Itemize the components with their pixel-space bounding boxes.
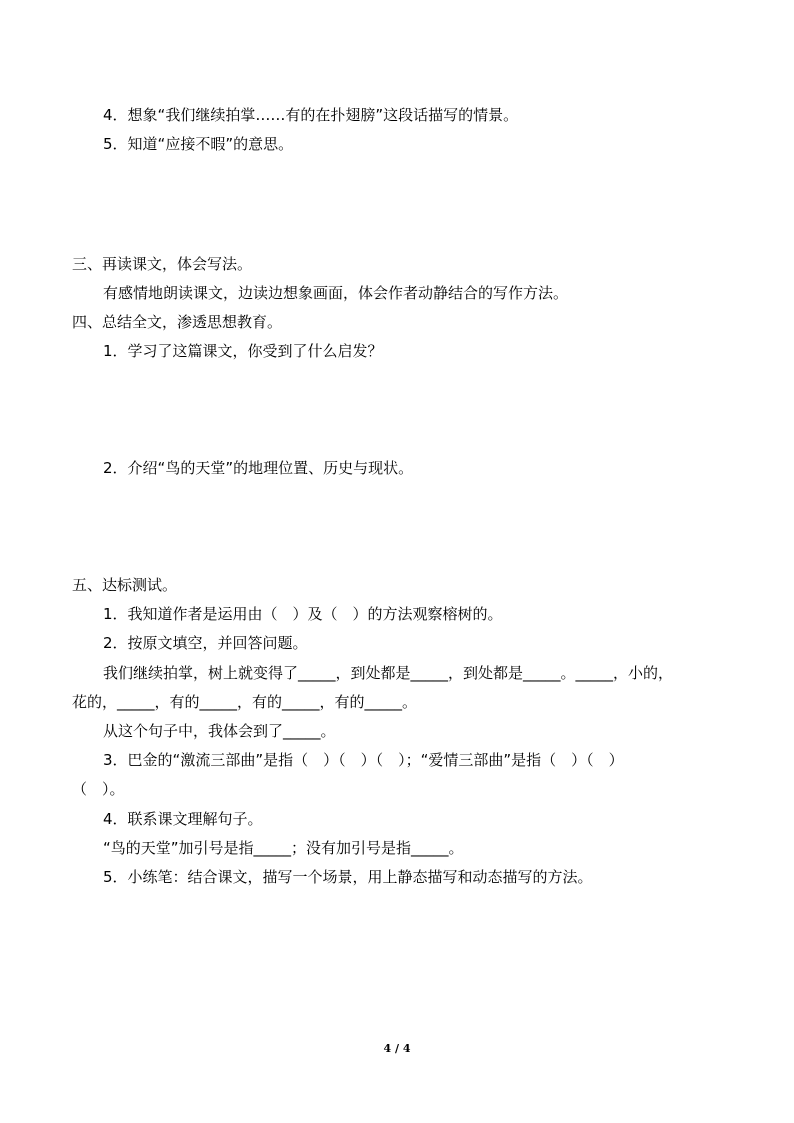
section-4-item-1: 1．学习了这篇课文，你受到了什么启发？ — [103, 342, 383, 360]
test-item-3-line-2: （ ）。 — [72, 780, 125, 798]
test-item-1: 1．我知道作者是运用由（ ）及（ ）的方法观察榕树的。 — [103, 605, 503, 623]
test-item-2-passage-line-2: 花的，_____，有的_____，有的_____，有的_____。 — [72, 693, 418, 711]
test-item-2-question: 从这个句子中，我体会到了_____。 — [103, 722, 336, 740]
section-3-heading: 三、再读课文，体会写法。 — [72, 255, 253, 273]
item-5-meaning: 5．知道“应接不暇”的意思。 — [103, 135, 294, 153]
section-4-heading: 四、总结全文，渗透思想教育。 — [72, 313, 283, 331]
test-item-4-sentence: “鸟的天堂”加引号是指_____；没有加引号是指_____。 — [103, 839, 464, 857]
test-item-2: 2．按原文填空，并回答问题。 — [103, 634, 308, 652]
test-item-5: 5．小练笔：结合课文，描写一个场景，用上静态描写和动态描写的方法。 — [103, 868, 593, 886]
item-4-imagine-scene: 4．想象“我们继续拍掌……有的在扑翅膀”这段话描写的情景。 — [103, 106, 519, 124]
page-number: 4 / 4 — [383, 1042, 411, 1055]
section-5-heading: 五、达标测试。 — [72, 576, 178, 594]
test-item-4: 4．联系课文理解句子。 — [103, 810, 263, 828]
section-3-body: 有感情地朗读课文，边读边想象画面，体会作者动静结合的写作方法。 — [103, 284, 569, 302]
section-4-item-2: 2．介绍“鸟的天堂”的地理位置、历史与现状。 — [103, 459, 414, 477]
test-item-2-passage-line-1: 我们继续拍掌，树上就变得了_____，到处都是_____，到处都是_____。_____，小的， — [103, 664, 674, 682]
test-item-3-line-1: 3．巴金的“激流三部曲”是指（ ）（ ）（ ）；“爱情三部曲”是指（ ）（ ） — [103, 751, 624, 769]
